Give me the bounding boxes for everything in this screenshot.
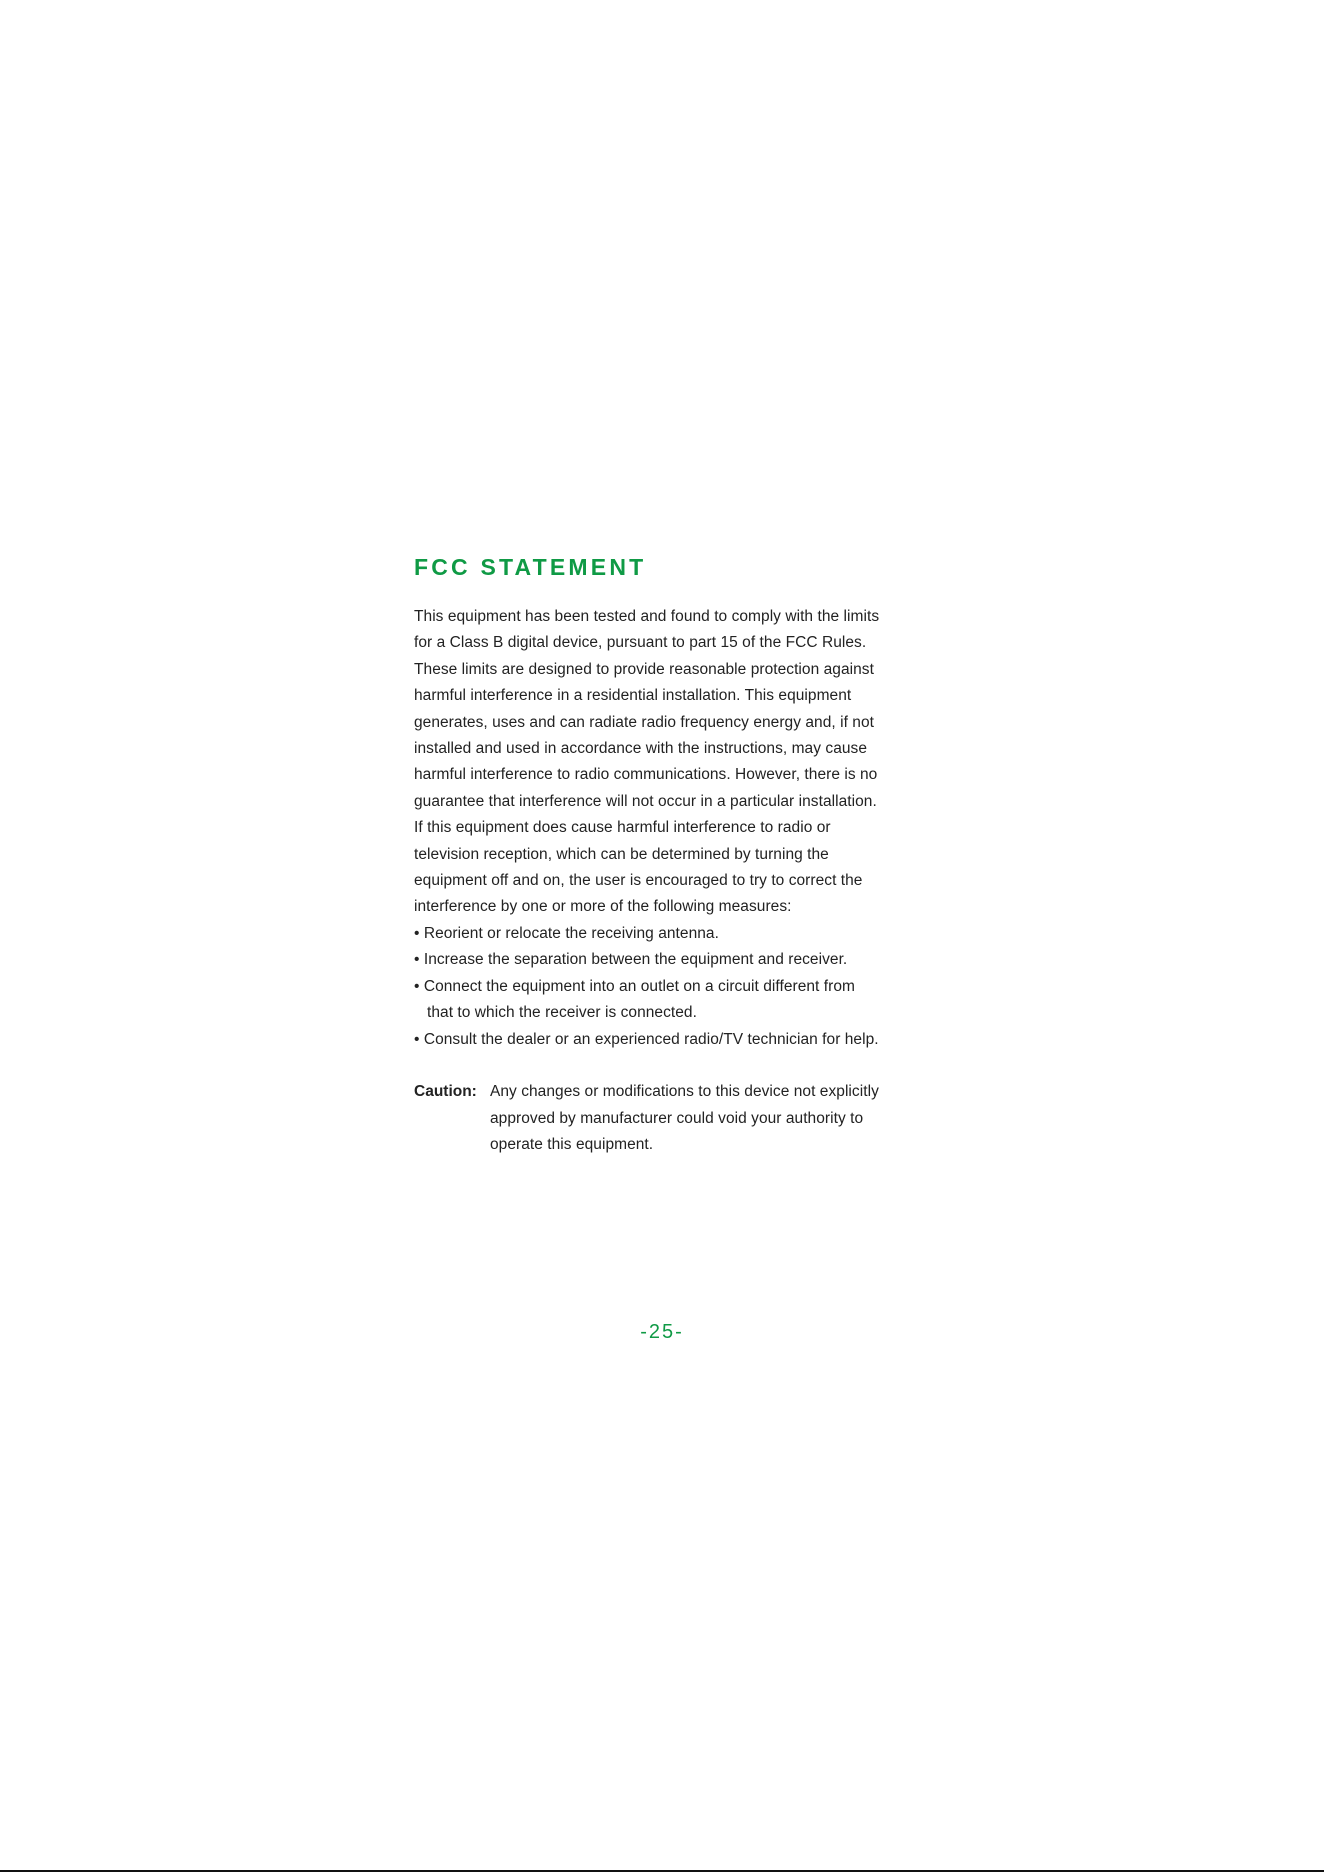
caution-line: Any changes or modifications to this device not explicitly (490, 1083, 879, 1101)
paragraph-line: generates, uses and can radiate radio frequency energy and, if not (414, 713, 874, 731)
paragraph-line: These limits are designed to provide reasonable protection against (414, 660, 874, 678)
page-number: -25- (640, 1321, 684, 1343)
list-item: • Increase the separation between the equipment and receiver. (414, 951, 848, 969)
list-item: • Consult the dealer or an experienced radio/TV technician for help. (414, 1030, 879, 1048)
list-item: • Connect the equipment into an outlet on a circuit different from (414, 977, 855, 995)
caution-label: Caution: (414, 1083, 477, 1101)
paragraph-line: harmful interference in a residential installation. This equipment (414, 687, 852, 705)
paragraph-line: harmful interference to radio communications. However, there is no (414, 766, 878, 784)
statement-paragraph (414, 604, 954, 921)
measures-list (414, 921, 954, 1053)
paragraph-line: equipment off and on, the user is encouraged to try to correct the (414, 872, 863, 890)
section-title: FCC STATEMENT (414, 554, 647, 580)
paragraph-line: This equipment has been tested and found to comply with the limits (414, 608, 880, 625)
caution-line: approved by manufacturer could void your authority to (490, 1109, 864, 1127)
paragraph-line: for a Class B digital device, pursuant to part 15 of the FCC Rules. (414, 634, 867, 652)
paragraph-line: interference by one or more of the following measures: (414, 898, 792, 916)
paragraph-line: guarantee that interference will not occur in a particular installation. (414, 792, 877, 810)
paragraph-line: installed and used in accordance with the instructions, may cause (414, 740, 867, 758)
paragraph-line: If this equipment does cause harmful interference to radio or (414, 819, 831, 837)
list-item: • Reorient or relocate the receiving antenna. (414, 924, 719, 942)
paragraph-line: television reception, which can be determined by turning the (414, 845, 829, 863)
caution-line: operate this equipment. (490, 1136, 654, 1154)
caution-text (490, 1079, 954, 1158)
list-item-continuation: that to which the receiver is connected. (427, 1004, 697, 1022)
fcc-statement-section (414, 552, 954, 1159)
caution-note (414, 1079, 954, 1158)
